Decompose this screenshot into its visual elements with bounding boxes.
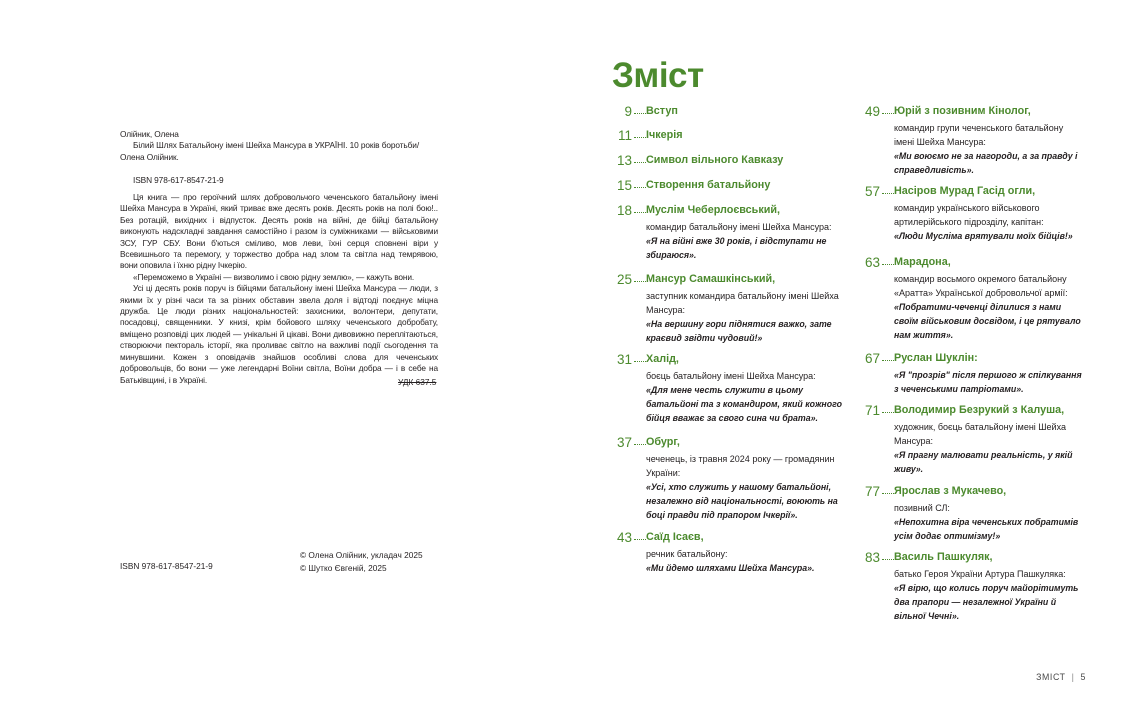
footer-page-number: 5 — [1080, 672, 1086, 682]
toc-dot-leader — [634, 276, 646, 282]
toc-entry-description — [646, 220, 846, 262]
toc-page-number: 77 — [864, 484, 880, 499]
toc-entry-description — [894, 368, 1084, 396]
toc-page-number: 9 — [624, 104, 632, 119]
toc-dot-leader — [882, 108, 894, 114]
toc-entry-description — [894, 121, 1084, 177]
toc-dot-leader — [882, 488, 894, 494]
toc-entry-role: командир групи чеченського батальйону імені Шейха Мансура: — [894, 123, 1064, 147]
toc-entry-quote: «Ми воюємо не за нагороди, а за правду і справедливість». — [894, 151, 1078, 175]
toc-page-number: 13 — [616, 153, 632, 168]
toc-page-number: 15 — [616, 178, 632, 193]
author: Олійник, Олена — [120, 129, 179, 139]
toc-page-number: 18 — [616, 203, 632, 218]
toc-entry-role: заступник командира батальйону імені Шейха Мансура: — [646, 291, 839, 315]
toc-dot-leader — [634, 439, 646, 445]
toc-page-number: 11 — [617, 128, 632, 143]
toc-entry-title[interactable]: Символ вільного Кавказу — [646, 154, 784, 166]
annotation-paragraph: Ця книга — про героїчний шлях добровольчого чеченського батальйону імені Шейха Мансура в Україні, який триває вже десять років. Десять років на полі бою!.. Без ротацій, вихідних і відпусток. Десять років на війні, де бійці батальйону виконують надскладні завдання самостійно і разом із суміжниками — військовими ЗСУ, ГУР СБУ. Вони б'ються сміливо, мов леви, їхні серця сповнені віри у Всевишнього та перемогу, у торжество добра над злом та світла над темрявою, вони оповила і їхню рідну Ічкерію. — [120, 192, 438, 271]
toc-entry-description — [646, 289, 846, 345]
copyright-line: © Шутко Євгеній, 2025 — [300, 562, 387, 573]
toc-entry-role: командир восьмого окремого батальйону «Аратта» Української добровольчої армії: — [894, 274, 1068, 298]
toc-dot-leader — [882, 554, 894, 560]
toc-dot-leader — [882, 259, 894, 265]
toc-entry-title[interactable]: Юрій з позивним Кінолог, — [894, 105, 1031, 117]
toc-entry-description — [894, 567, 1084, 623]
toc-entry-description — [646, 369, 846, 425]
toc-entry-description — [646, 452, 846, 522]
toc-page-number: 43 — [616, 530, 632, 545]
toc-entry-description — [894, 201, 1084, 243]
toc-page-number: 31 — [616, 352, 632, 367]
toc-entry-quote: «Побратими-чеченці ділилися з нами своїм військовим досвідом, і це рятувало нам життя». — [894, 302, 1081, 340]
toc-dot-leader — [634, 534, 646, 540]
toc-entry-quote: «Я вірю, що колись поруч майорітимуть два прапори — незалежної України й вільної Чечні». — [894, 583, 1079, 621]
toc-entry-description — [894, 272, 1084, 342]
toc-entry-role: батько Героя України Артура Пашкуляка: — [894, 569, 1066, 579]
footer-separator: | — [1071, 672, 1075, 682]
book-title-line1: Білий Шлях Батальйону імені Шейха Мансура в УКРАЇНІ. 10 років боротьби/ — [133, 140, 420, 151]
toc-dot-leader — [634, 356, 646, 362]
toc-entry-title[interactable]: Руслан Шуклін: — [894, 352, 978, 364]
toc-entry-quote: «Усі, хто служить у нашому батальйоні, незалежно від національності, воюють на боці правди під прапором Ічкерії». — [646, 482, 838, 520]
toc-entry-quote: «Люди Мусліма врятували моїх бійців!» — [894, 231, 1073, 241]
toc-entry-role: позивний СЛ: — [894, 503, 950, 513]
toc-page-number: 25 — [616, 272, 632, 287]
toc-entry-quote: «Для мене честь служити в цьому батальйоні та з командиром, який кожного бійця вважає за свого сина чи брата». — [646, 385, 842, 423]
toc-entry-description — [894, 501, 1084, 543]
footer-section: ЗМІСТ — [1036, 672, 1066, 682]
toc-entry-title[interactable]: Муслім Чеберлоєвський, — [646, 204, 780, 216]
toc-title: Зміст — [612, 56, 704, 95]
annotation — [120, 192, 438, 386]
toc-dot-leader — [634, 132, 646, 138]
toc-entry-title[interactable]: Василь Пашкуляк, — [894, 551, 993, 563]
toc-entry-role: боєць батальйону імені Шейха Мансура: — [646, 371, 816, 381]
copyright-line: © Олена Олійник, укладач 2025 — [300, 550, 423, 560]
toc-entry-title[interactable]: Вступ — [646, 105, 678, 117]
toc-entry-title[interactable]: Марадона, — [894, 256, 951, 268]
toc-entry-quote: «Непохитна віра чеченських побратимів усім додає оптимізму!» — [894, 517, 1079, 541]
toc-dot-leader — [634, 157, 646, 163]
toc-page-number: 49 — [864, 104, 880, 119]
toc-entry-quote: «Я прагну малювати реальність, у якій живу». — [894, 450, 1073, 474]
toc-page-number: 67 — [864, 351, 880, 366]
bibliographic-record — [120, 129, 440, 186]
toc-entry-description — [894, 420, 1084, 476]
toc-entry-title[interactable]: Створення батальйону — [646, 179, 771, 191]
toc-entry-quote: «Я на війні вже 30 років, і відступати не збираюся». — [646, 236, 827, 260]
isbn-bottom: ISBN 978-617-8547-21-9 — [120, 561, 213, 571]
toc-dot-leader — [634, 207, 646, 213]
udk-code: УДК 637.5 — [398, 377, 437, 387]
toc-entry-title[interactable]: Мансур Самашкінський, — [646, 273, 776, 285]
toc-entry-role: речник батальйону: — [646, 549, 728, 559]
toc-entry-role: командир українського військового артилерійського підрозділу, капітан: — [894, 203, 1044, 227]
right-page — [565, 0, 1130, 707]
toc-page-number: 63 — [864, 255, 880, 270]
annotation-paragraph: Усі ці десять років поруч із бійцями батальйону імені Шейха Мансура — люди, з якими їх у різні часи та за різних обставин звела доля і відтоді поєднує міцна дружба. Це люди різних національностей: захисники, волонтери, депутати, посадовці, священники. У книзі, крім бойового шляху чеченського добробату, вміщено розповіді цих людей — унікальні й цікаві. Вони дивовижно переплітаються, створюючи пектораль історії, яка проливає світло на важливі події сьогодення та минувшини. Кожен з оповідачів знайшов особливі слова для чеченських добровольців, бо вони — уже легендарні Воїни світла, Воїни добра — і в себе на Батьківщині, і в Україні. — [120, 283, 438, 385]
toc-dot-leader — [882, 188, 894, 194]
toc-entry-title[interactable]: Ічкерія — [646, 129, 683, 141]
copyright — [300, 549, 423, 574]
toc-entry-role: художник, боєць батальйону імені Шейха Мансура: — [894, 422, 1066, 446]
book-title-line2: Олена Олійник. — [120, 151, 179, 162]
toc-entry-title[interactable]: Володимир Безрукий з Калуша, — [894, 404, 1065, 416]
toc-entry-quote: «Я "прозрів" після першого ж спілкування з чеченськими патріотами». — [894, 370, 1082, 394]
toc-entry-quote: «На вершину гори піднятися важко, зате краєвид звідти чудовий!» — [646, 319, 832, 343]
annotation-paragraph: «Переможемо в Україні — визволимо і свою рідну землю», — кажуть вони. — [133, 271, 415, 282]
toc-page-number: 71 — [864, 403, 880, 418]
toc-page-number: 83 — [864, 550, 880, 565]
isbn-top: ISBN 978-617-8547-21-9 — [133, 174, 224, 185]
toc-dot-leader — [882, 407, 894, 413]
toc-dot-leader — [634, 182, 646, 188]
toc-page-number: 57 — [864, 184, 880, 199]
toc-entry-title[interactable]: Саїд Ісаєв, — [646, 531, 704, 543]
toc-entry-title[interactable]: Насіров Мурад Гасід огли, — [894, 185, 1036, 197]
toc-entry-title[interactable]: Обург, — [646, 436, 680, 448]
toc-dot-leader — [882, 355, 894, 361]
toc-dot-leader — [634, 108, 646, 114]
toc-page-number: 37 — [616, 435, 632, 450]
page-footer — [1036, 672, 1086, 682]
toc-entry-title[interactable]: Халід, — [646, 353, 679, 365]
toc-entry-role: командир батальйону імені Шейха Мансура: — [646, 222, 832, 232]
toc-entry-description — [646, 547, 846, 575]
toc-entry-title[interactable]: Ярослав з Мукачево, — [894, 485, 1007, 497]
toc-entry-quote: «Ми йдемо шляхами Шейха Мансура». — [646, 563, 815, 573]
toc-entry-role: чеченець, із травня 2024 року — громадянин України: — [646, 454, 835, 478]
